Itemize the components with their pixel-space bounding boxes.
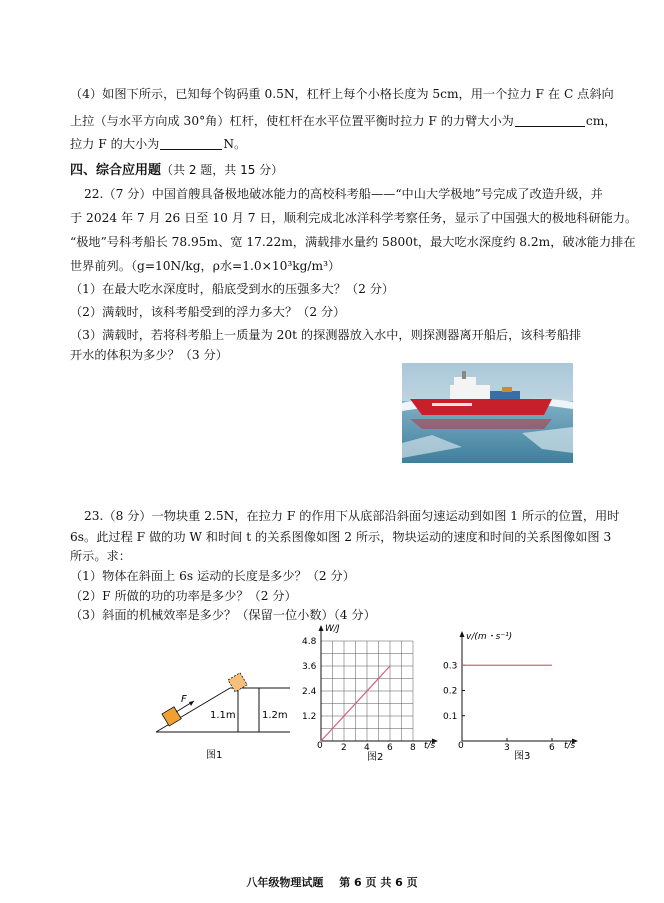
y-tick-label: 3.6 bbox=[302, 662, 317, 672]
figure-1-caption: 图1 bbox=[206, 750, 223, 760]
q4-line3 bbox=[70, 136, 246, 152]
q22-sub3-line2: 开水的体积为多少？（3 分） bbox=[70, 348, 228, 362]
answer-blank-force[interactable] bbox=[160, 137, 222, 150]
q22-line4: 世界前列。（g=10N/kg，ρ水=1.0×10³kg/m³） bbox=[70, 259, 341, 273]
x-tick-label: 6 bbox=[387, 743, 393, 753]
y-axis-arrow bbox=[319, 625, 324, 631]
x-tick-label: 4 bbox=[364, 743, 370, 753]
x-tick-label: 8 bbox=[410, 743, 416, 753]
q23-sub2: （2）F 所做的功的功率是多少？（2 分） bbox=[70, 589, 297, 603]
q4-line2-unit: cm， bbox=[585, 114, 617, 128]
figure-3-caption: 图3 bbox=[514, 751, 531, 762]
q22-line1: 22.（7 分）中国首艘具备极地破冰能力的高校科考船——“中山大学极地”号完成了改造升级，并 bbox=[84, 187, 603, 201]
q4-line1: （4）如图下所示，已知每个钩码重 0.5N，杠杆上每个小格长度为 5cm，用一个拉力 F 在 C 点斜向 bbox=[70, 87, 614, 101]
x-tick-label: 3 bbox=[504, 743, 510, 753]
section-title: 四、综合应用题 bbox=[70, 163, 162, 178]
x-axis-label: t/s bbox=[564, 741, 576, 751]
q4-line2-text: 上拉（与水平方向成 30°角）杠杆，使杠杆在水平位置平衡时拉力 F 的力臂大小为 bbox=[70, 114, 514, 128]
q23-sub3: （3）斜面的机械效率是多少？（保留一位小数）（4 分） bbox=[70, 608, 376, 622]
height-label-1: 1.1m bbox=[210, 710, 236, 721]
y-axis-label: W/J bbox=[325, 624, 340, 634]
q23-line1: 23.（8 分）一物块重 2.5N，在拉力 F 的作用下从底部沿斜面匀速运动到如图 1 所示的位置，用时 bbox=[84, 509, 620, 523]
x-tick-label: 2 bbox=[341, 743, 347, 753]
section-note: （共 2 题，共 15 分） bbox=[161, 163, 284, 177]
x-tick-label: 6 bbox=[549, 743, 555, 753]
q22-line2: 于 2024 年 7 月 26 日至 10 月 7 日，顺利完成北冰洋科学考察任务，显示了中国强大的极地科研能力。 bbox=[70, 211, 638, 225]
y-tick-label: 4.8 bbox=[302, 637, 317, 647]
icebreaker-ship-photo bbox=[402, 363, 573, 463]
q23-line3: 所示。求： bbox=[70, 549, 131, 563]
q22-line3: “极地”号科考船长 78.95m、宽 17.22m，满载排水量约 5800t，最大吃水深度约 8.2m，破冰能力排在 bbox=[70, 235, 636, 249]
figure-2-caption: 图2 bbox=[367, 752, 384, 763]
block-bottom bbox=[162, 707, 181, 726]
q22-sub2: （2）满载时，该科考船受到的浮力多大？（2 分） bbox=[70, 305, 346, 319]
y-axis-label: v/(m・s⁻¹) bbox=[466, 632, 513, 642]
figure-2-work-time-graph bbox=[295, 620, 445, 765]
height-label-2: 1.2m bbox=[262, 710, 288, 721]
x-axis-label: t/s bbox=[424, 741, 436, 751]
origin-label: 0 bbox=[317, 741, 323, 751]
page-footer bbox=[0, 874, 664, 890]
figure-1-incline bbox=[140, 660, 300, 760]
y-tick-label: 1.2 bbox=[302, 712, 317, 722]
footer-page-number: 第 6 页 共 6 页 bbox=[339, 876, 418, 889]
answer-blank-lever-arm[interactable] bbox=[515, 114, 585, 127]
block-top bbox=[228, 673, 247, 692]
force-arrowhead bbox=[189, 701, 194, 706]
q22-sub1: （1）在最大吃水深度时，船底受到水的压强多大？（2 分） bbox=[70, 282, 395, 296]
y-tick-label: 0.2 bbox=[443, 686, 458, 697]
y-tick-label: 0.3 bbox=[443, 661, 458, 672]
y-tick-label: 2.4 bbox=[302, 687, 317, 697]
y-axis-arrow bbox=[460, 631, 465, 637]
q4-line3-unit: N。 bbox=[223, 137, 247, 151]
force-label: F bbox=[181, 694, 187, 705]
q23-sub1: （1）物体在斜面上 6s 运动的长度是多少？（2 分） bbox=[70, 569, 355, 583]
q23-line2: 6s。此过程 F 做的功 W 和时间 t 的关系图像如图 2 所示，物块运动的速度和时间的关系图像如图 3 bbox=[70, 530, 612, 544]
q4-line2 bbox=[70, 113, 616, 129]
q22-sub3-line1: （3）满载时，若将科考船上一质量为 20t 的探测器放入水中，则探测器离开船后，该科考船排 bbox=[70, 328, 582, 342]
y-tick-label: 0.1 bbox=[443, 711, 458, 722]
footer-subject: 八年级物理试题 bbox=[246, 876, 324, 889]
origin-label: 0 bbox=[458, 741, 464, 751]
section-heading bbox=[70, 162, 283, 179]
figure-3-velocity-time-graph bbox=[440, 628, 590, 765]
q4-line3-text: 拉力 F 的大小为 bbox=[70, 137, 160, 151]
